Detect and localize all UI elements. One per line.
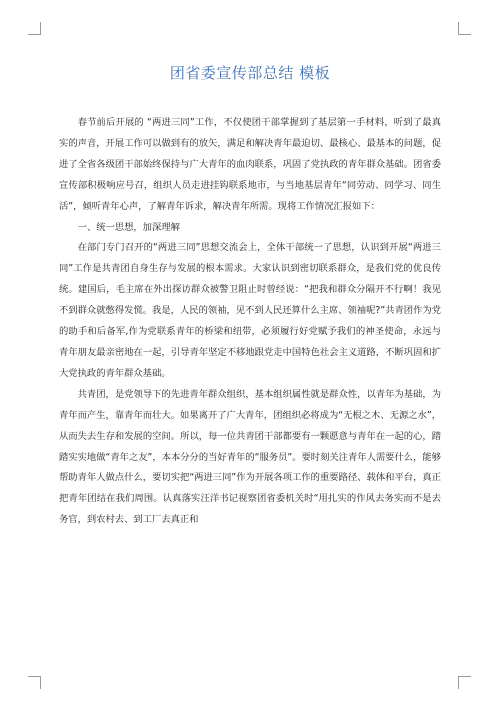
document-title: 团省委宣传部总结 模板	[169, 64, 331, 82]
paragraph-intro: 春节前后开展的 “两进三同”工作，不仅使团干部掌握到了基层第一手材料，听到了最真实的声音，开展工作可以做到有的放矢，满足和解决青年最迫切、最核心、最基本的问题，促进了全省各级团干部始终保持与广大青年的血肉联系，巩固了党执政的青年群众基础。团省委宣传部积极响应号召，组织人员走进挂钩联系地市，与当地基层青年“同劳动、同学习、同生活”，倾听青年心声，了解青年诉求，解决青年所需。现将工作情况汇报如下：	[59, 117, 441, 212]
crop-mark-top-right	[458, 22, 471, 35]
section-heading-1: 一、统一思想，加深理解	[77, 221, 180, 233]
document-body	[59, 113, 441, 531]
crop-mark-bottom-right	[458, 676, 471, 689]
paragraph-section-2: 共青团，是党领导下的先进青年群众组织，基本组织属性就是群众性，以青年为基础，为青年而产生，靠青年而壮大。如果离开了广大青年，团组织必将成为“无根之木、无源之水”，从而失去生存和发展的空间。所以，每一位共青团干部都要有一颗愿意与青年在一起的心，踏踏实实地做“青年之友”，本本分分的当好青年的“服务员”。要时刻关注青年人需要什么，能够帮助青年人做点什么，要切实把“两进三同”作为开展各项工作的重要路径、载体和平台，真正把青年团结在我们周围。认真落实汪洋书记视察团省委机关时“用扎实的作风去务实而不是去务官，到农村去、到工厂去真正和	[59, 388, 441, 526]
paragraph-section-1: 在部门专门召开的“两进三同”思想交流会上，全体干部统一了思想，认识到开展“两进三同”工作是共青团自身生存与发展的根本需求。大家认识到密切联系群众，是我们党的优良传统。建国后，毛主席在外出探访群众被警卫阻止时曾经说：“把我和群众分隔开不行啊！我见不到群众就憋得发慌。我是，人民的领袖，见不到人民还算什么主席、领袖呢?”共青团作为党的助手和后备军,作为党联系青年的桥梁和纽带，必须履行好党赋予我们的神圣使命，永远与青年朋友最亲密地在一起，引导青年坚定不移地跟党走中国特色社会主义道路，不断巩固和扩大党执政的青年群众基础。	[59, 242, 441, 379]
crop-mark-top-left	[28, 22, 41, 35]
crop-mark-bottom-left	[28, 676, 41, 689]
